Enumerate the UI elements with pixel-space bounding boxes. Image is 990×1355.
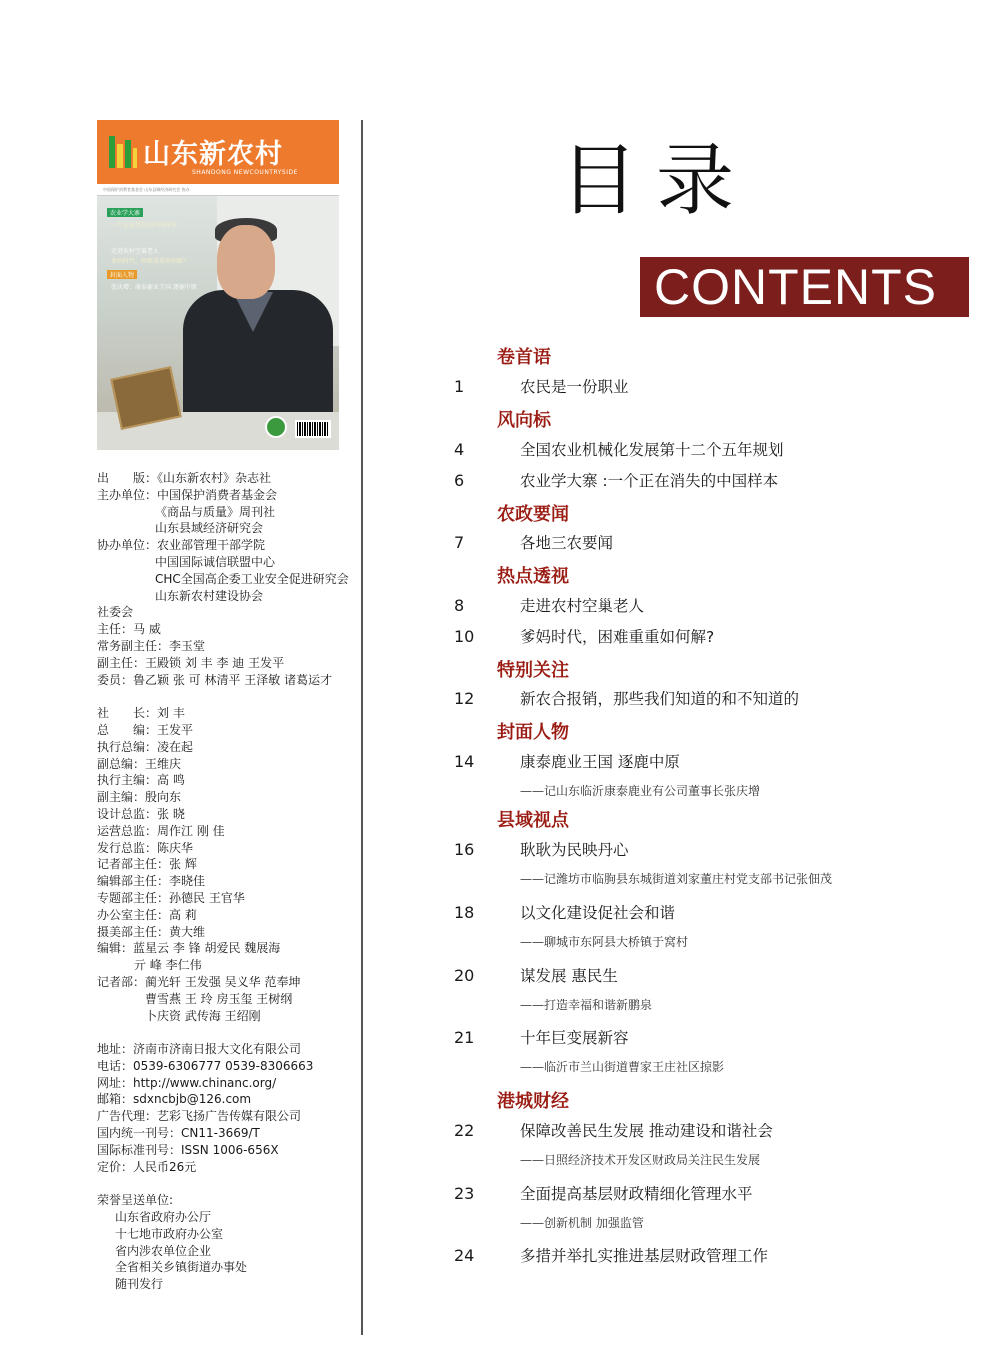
toc-entry-title[interactable]: 全国农业机械化发展第十二个五年规划	[520, 441, 784, 459]
masthead-line: 办公室主任：高 莉	[97, 907, 197, 922]
barcode-icon	[295, 420, 331, 438]
masthead-line: 执行主编：高 鸣	[97, 773, 185, 788]
masthead-line: 中国国际诚信联盟中心	[155, 554, 276, 569]
masthead-line: 主任：马 威	[97, 622, 161, 637]
cover-line: 走进农村空巢老人	[111, 248, 160, 255]
masthead-line: 山东县域经济研究会	[155, 521, 264, 536]
toc-section-heading: 县域视点	[497, 810, 569, 831]
masthead-line: 电话：0539-6306777 0539-8306663	[97, 1058, 314, 1073]
masthead-line: 广告代理：艺彩飞扬广告传媒有限公司	[97, 1109, 302, 1124]
toc-entry-title[interactable]: 走进农村空巢老人	[520, 597, 645, 615]
toc-page-number: 6	[454, 471, 465, 490]
toc-entry-title[interactable]: 各地三农要闻	[520, 534, 614, 552]
toc-entry-title[interactable]: 保障改善民生发展 推动建设和谐社会	[520, 1122, 773, 1140]
vertical-divider	[361, 120, 363, 1335]
masthead-line: 国内统一刊号：CN11-3669/T	[97, 1126, 260, 1141]
masthead-line: 摄美部主任：黄大维	[97, 924, 206, 939]
toc-section-heading: 风向标	[497, 410, 551, 431]
cover-line: 封面人物	[107, 270, 137, 279]
toc-section-heading: 农政要闻	[497, 504, 569, 525]
cover-info-strip: 中国保护消费者基金会 山东县域经济研究会 协办	[97, 184, 339, 196]
cover-magazine-title: 山东新农村	[143, 139, 283, 170]
toc-entry-subtitle: ——临沂市兰山街道曹家王庄社区掠影	[520, 1060, 725, 1074]
toc-page-number: 4	[454, 440, 465, 459]
cover-line: 一个正在消失的中国样本	[111, 222, 178, 229]
masthead-line: 省内涉农单位企业	[115, 1243, 212, 1258]
masthead-line: 社委会	[97, 605, 134, 620]
cover-seal-icon	[265, 416, 287, 438]
masthead-line: 荣誉呈送单位:	[97, 1193, 174, 1208]
toc-entry-title[interactable]: 爹妈时代，困难重重如何解?	[520, 628, 715, 646]
masthead-line: 编辑：蓝星云 李 锋 胡爱民 魏展海	[97, 941, 281, 956]
masthead-line: 社 长：刘 丰	[97, 706, 185, 721]
masthead-line: 记者部主任：张 辉	[97, 857, 197, 872]
masthead-spacer	[97, 688, 359, 705]
toc-entry-subtitle: ——记山东临沂康泰鹿业有公司董事长张庆增	[520, 784, 761, 798]
masthead-line: CHC全国高企委工业安全促进研究会	[155, 571, 349, 586]
masthead-line: 发行总监：陈庆华	[97, 840, 194, 855]
masthead-line: 山东省政府办公厅	[115, 1210, 212, 1225]
toc-entry-title[interactable]: 耿耿为民映丹心	[520, 841, 629, 859]
toc-entry-title[interactable]: 新农合报销，那些我们知道的和不知道的	[520, 690, 800, 708]
cover-line: 农业学大寨	[107, 208, 143, 217]
masthead-line: 山东新农村建设协会	[155, 588, 264, 603]
toc-entry-subtitle: ——创新机制 加强监管	[520, 1216, 644, 1230]
toc-page-number: 21	[454, 1028, 475, 1047]
toc-entry-subtitle: ——打造幸福和谐新鹏泉	[520, 998, 653, 1012]
toc-page-number: 7	[454, 533, 465, 552]
masthead-line: 运营总监：周作江 刚 佳	[97, 823, 225, 838]
toc-entry-title[interactable]: 农业学大寨 :一个正在消失的中国样本	[520, 472, 779, 490]
masthead-line: 记者部：蔺光轩 王发强 吴义华 范奉坤	[97, 974, 301, 989]
toc-entry-subtitle: ——聊城市东阿县大桥镇于窝村	[520, 935, 689, 949]
masthead-line: 常务副主任：李玉堂	[97, 638, 206, 653]
toc-entry-title[interactable]: 谋发展 惠民生	[520, 967, 618, 985]
masthead-line: 编辑部主任：李晓佳	[97, 874, 206, 889]
masthead-line: 副主编：殷向东	[97, 790, 182, 805]
toc-page-number: 16	[454, 840, 475, 859]
masthead-spacer	[97, 1175, 359, 1192]
masthead-line: 亓 峰 李仁伟	[134, 958, 202, 973]
masthead-line: 卜庆资 武传海 王绍刚	[145, 1008, 261, 1023]
masthead-line: 专题部主任：孙德民 王官华	[97, 890, 245, 905]
masthead-line: 全省相关乡镇街道办事处	[115, 1260, 248, 1275]
masthead-line: 邮箱：sdxncbjb@126.com	[97, 1092, 252, 1107]
toc-section-heading: 卷首语	[497, 347, 551, 368]
masthead-line: 主办单位：中国保护消费者基金会	[97, 487, 278, 502]
masthead-line: 曹雪燕 王 玲 房玉玺 王树纲	[145, 991, 293, 1006]
masthead-line: 随刊发行	[115, 1277, 164, 1292]
toc-entry-subtitle: ——记潍坊市临朐县东城街道刘家董庄村党支部书记张佃茂	[520, 872, 833, 886]
toc-entry-title[interactable]: 十年巨变展新容	[520, 1029, 629, 1047]
cover-magazine-subtitle: SHANDONG NEWCOUNTRYSIDE	[192, 169, 298, 176]
masthead-line: 副总编：王维庆	[97, 756, 182, 771]
magazine-logo-icon	[109, 136, 137, 168]
toc-entry-title[interactable]: 农民是一份职业	[520, 378, 629, 396]
toc-section-heading: 特别关注	[497, 660, 569, 681]
magazine-cover	[97, 120, 339, 450]
toc-page-number: 22	[454, 1121, 475, 1140]
toc-section-heading: 港城财经	[497, 1091, 569, 1112]
masthead-line: 副主任：王殿锁 刘 丰 李 迪 王发平	[97, 655, 285, 670]
cover-line: 张庆增：康泰鹿业王国 逐鹿中原	[111, 284, 197, 291]
toc-section-heading: 封面人物	[497, 722, 569, 743]
masthead-line: 地址：济南市济南日报大文化有限公司	[97, 1042, 302, 1057]
masthead-line: 执行总编：凌在起	[97, 739, 194, 754]
masthead-line: 协办单位：农业部管理干部学院	[97, 538, 266, 553]
toc-entry-title[interactable]: 多措并举扎实推进基层财政管理工作	[520, 1247, 769, 1265]
masthead-line: 《商品与质量》周刊社	[155, 504, 276, 519]
toc-page-number: 12	[454, 689, 475, 708]
toc-page-number: 18	[454, 903, 475, 922]
toc-entry-title[interactable]: 康泰鹿业王国 逐鹿中原	[520, 753, 680, 771]
toc-page-number: 20	[454, 966, 475, 985]
contents-label: CONTENTS	[654, 259, 937, 315]
toc-page-number: 8	[454, 596, 465, 615]
toc-page-number: 14	[454, 752, 475, 771]
toc-page-number: 24	[454, 1246, 475, 1265]
masthead-spacer	[97, 1024, 359, 1041]
toc-entry-subtitle: ——日照经济技术开发区财政局关注民生发展	[520, 1153, 761, 1167]
cover-line: 爹妈时代，困难重重如何解？	[111, 258, 190, 265]
toc-page-number: 10	[454, 627, 475, 646]
masthead-line: 定价：人民币26元	[97, 1159, 197, 1174]
masthead-line: 国际标准刊号：ISSN 1006-656X	[97, 1142, 279, 1157]
masthead-line: 委员：鲁乙颖 张 可 林清平 王泽敏 诸葛运才	[97, 672, 333, 687]
masthead-line: 网址：http://www.chinanc.org/	[97, 1075, 277, 1090]
toc-section-heading: 热点透视	[497, 566, 569, 587]
page-title: 目录	[560, 136, 753, 226]
masthead-line: 十七地市政府办公室	[115, 1226, 224, 1241]
toc-page-number: 1	[454, 377, 465, 396]
toc-entry-title[interactable]: 以文化建设促社会和谐	[520, 904, 676, 922]
toc-page-number: 23	[454, 1184, 475, 1203]
masthead-line: 设计总监：张 晓	[97, 806, 185, 821]
masthead-line: 出 版：《山东新农村》杂志社	[97, 471, 272, 485]
toc-entry-title[interactable]: 全面提高基层财政精细化管理水平	[520, 1185, 753, 1203]
masthead	[97, 470, 359, 1293]
masthead-line: 总 编：王发平	[97, 722, 194, 737]
